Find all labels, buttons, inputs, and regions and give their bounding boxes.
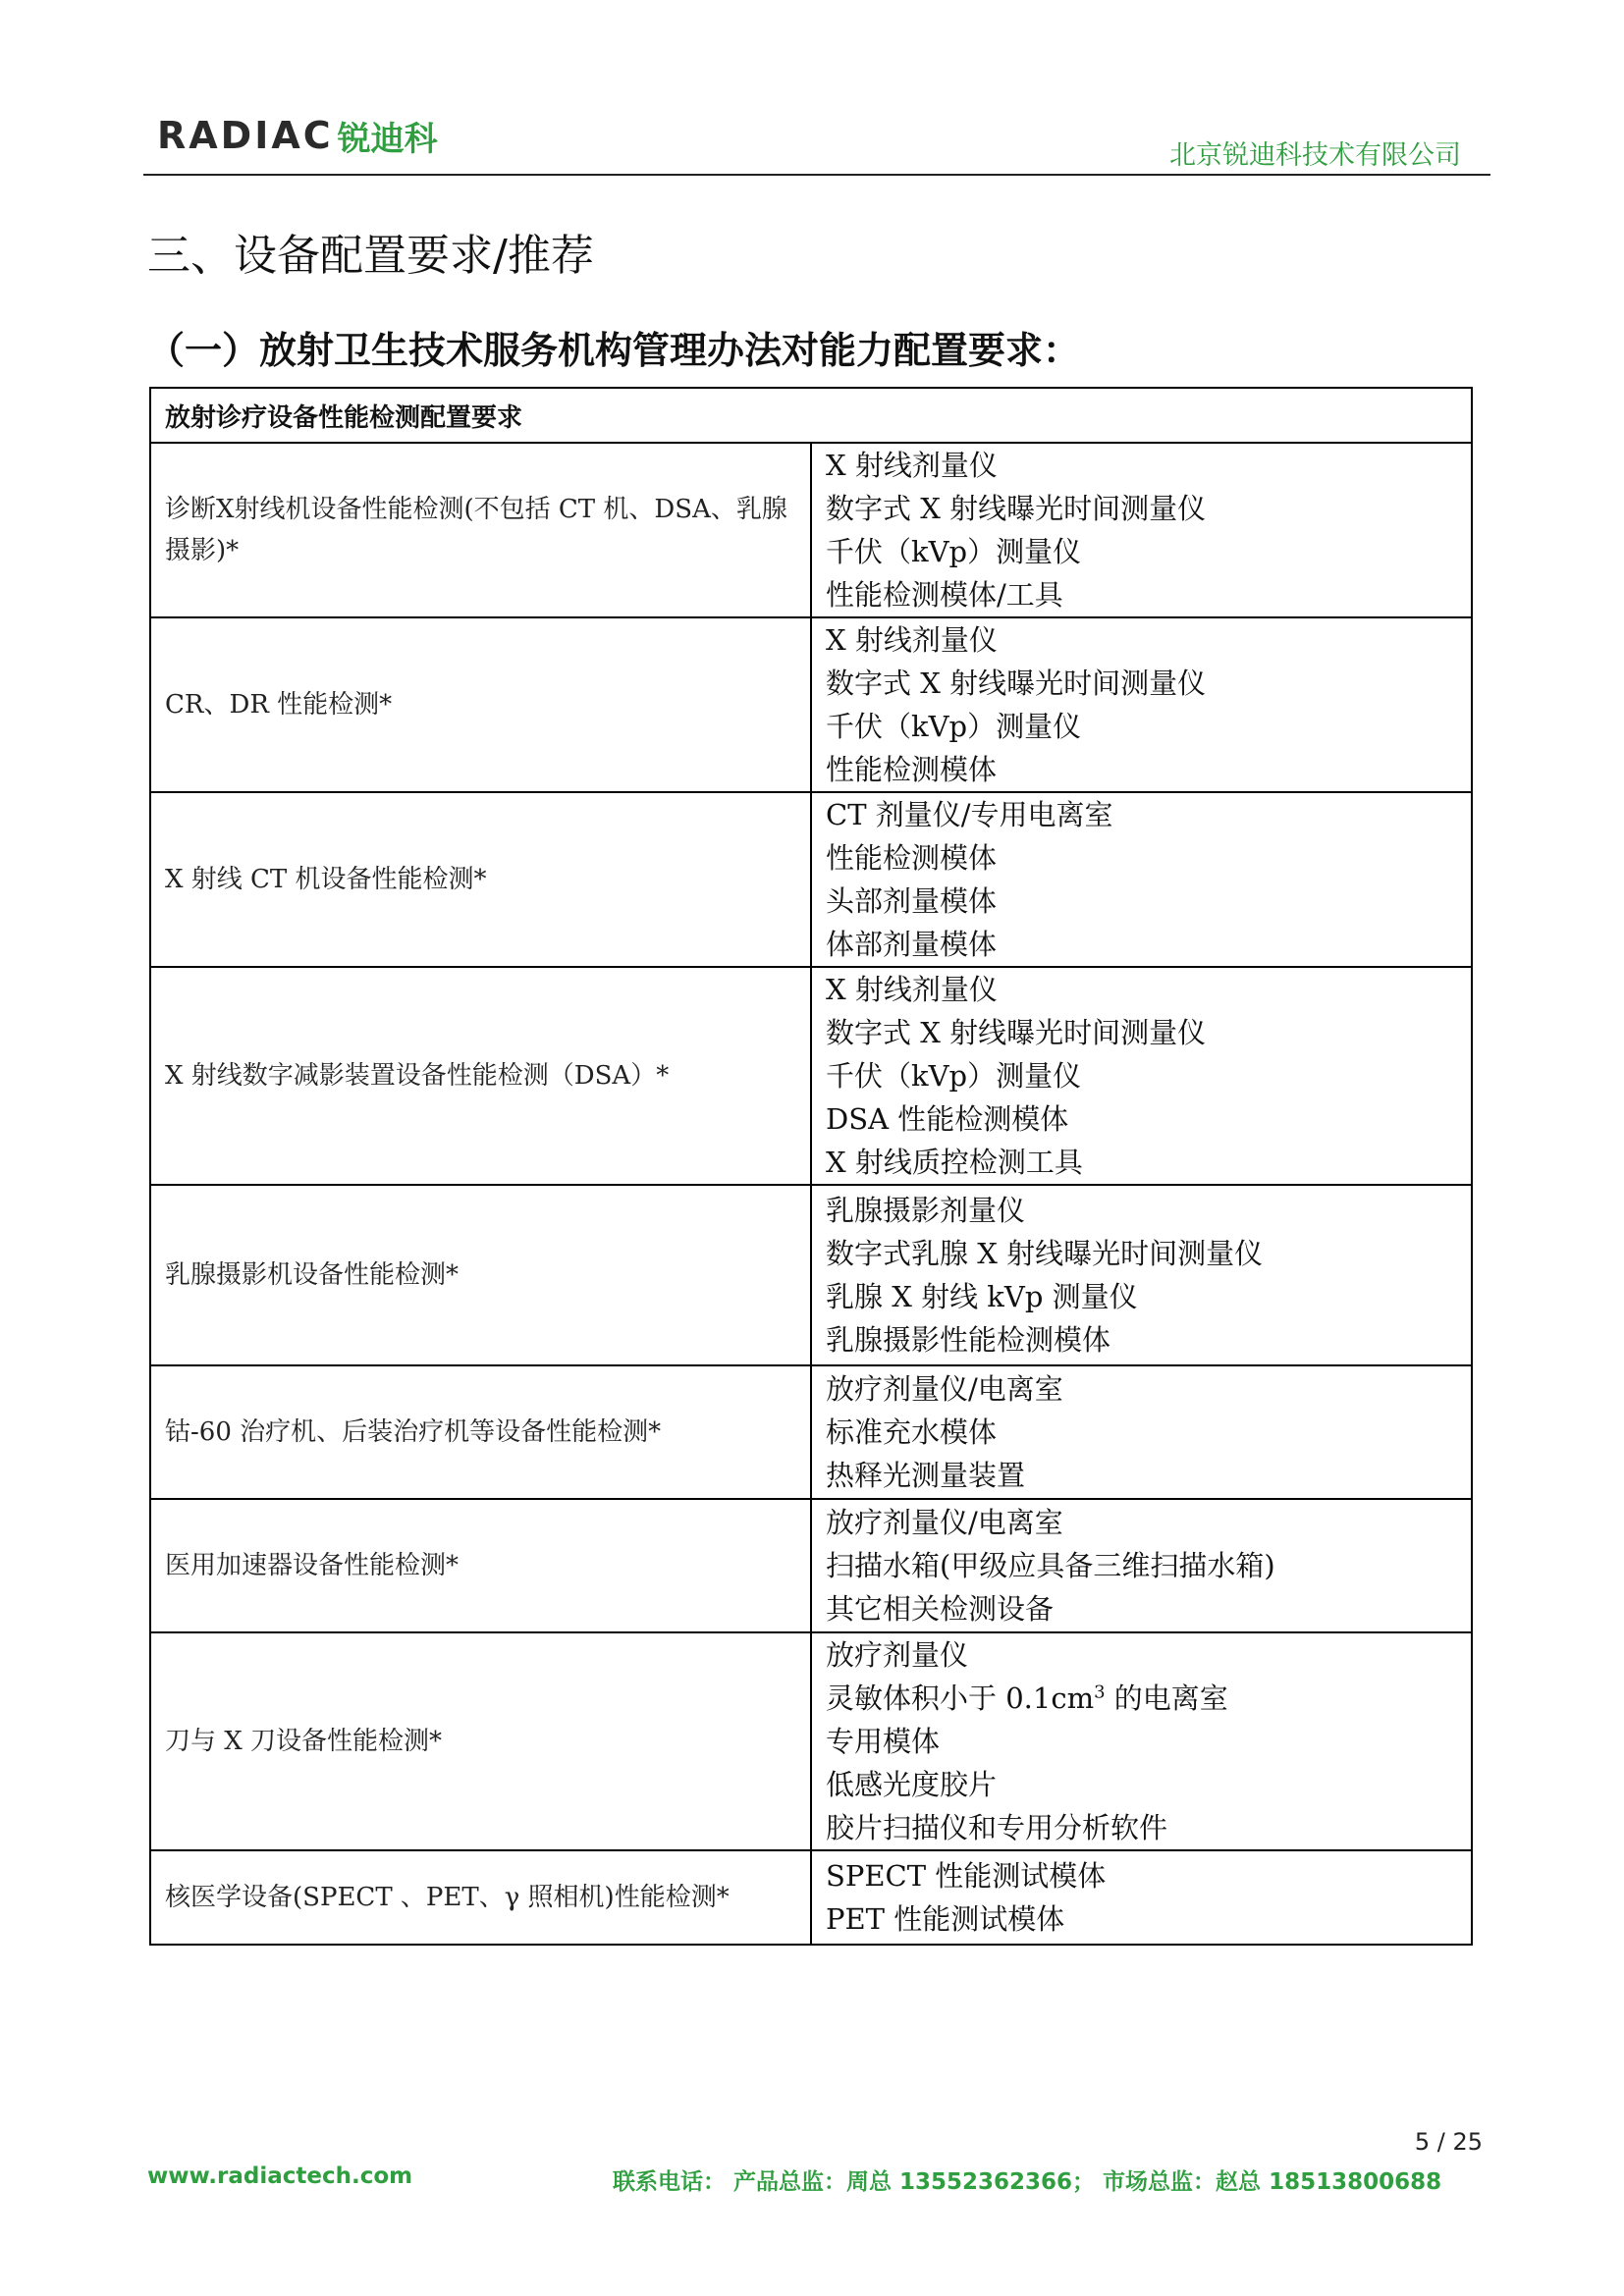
item-cell: 刀与 X 刀设备性能检测*: [150, 1632, 811, 1850]
equipment-item: 放疗剂量仪: [826, 1638, 969, 1672]
equipment-item: 性能检测模体/工具: [826, 578, 1063, 612]
item-cell: 核医学设备(SPECT 、PET、γ 照相机)性能检测*: [150, 1850, 811, 1945]
logo-latin-text: RADIAC: [157, 114, 334, 157]
equipment-cell: [811, 1499, 1472, 1632]
equipment-cell: [811, 1850, 1472, 1945]
equipment-item: 数字式 X 射线曝光时间测量仪: [826, 667, 1207, 700]
company-logo: [157, 114, 438, 159]
equipment-item: 热释光测量装置: [826, 1459, 1026, 1492]
equipment-cell: [811, 1632, 1472, 1850]
equipment-item-tail: 的电离室: [1105, 1682, 1228, 1715]
equipment-item: 千伏（kVp）测量仪: [826, 710, 1082, 743]
equipment-item: 放疗剂量仪/电离室: [826, 1506, 1063, 1539]
equipment-item: 乳腺摄影剂量仪: [826, 1194, 1026, 1227]
equipment-item: 胶片扫描仪和专用分析软件: [826, 1811, 1168, 1844]
equipment-item: 数字式 X 射线曝光时间测量仪: [826, 492, 1207, 525]
equipment-item-text: 灵敏体积小于 0.1cm: [826, 1682, 1095, 1715]
table-row: [150, 1499, 1472, 1632]
equipment-item: 千伏（kVp）测量仪: [826, 1059, 1082, 1093]
table-row: [150, 443, 1472, 617]
equipment-item: X 射线剂量仪: [826, 449, 998, 482]
equipment-item: CT 剂量仪/专用电离室: [826, 798, 1113, 831]
table-row: [150, 1185, 1472, 1365]
table-header: 放射诊疗设备性能检测配置要求: [150, 388, 1472, 443]
equipment-item: 性能检测模体: [826, 841, 998, 875]
equipment-cell: [811, 967, 1472, 1185]
header-divider: [143, 174, 1490, 176]
table-row: [150, 1365, 1472, 1499]
equipment-cell: [811, 1365, 1472, 1499]
equipment-item: 标准充水模体: [826, 1415, 998, 1449]
equipment-item: 数字式乳腺 X 射线曝光时间测量仪: [826, 1237, 1264, 1270]
equipment-item: 数字式 X 射线曝光时间测量仪: [826, 1016, 1207, 1049]
table-header-row: [150, 388, 1472, 443]
contact-info: 联系电话： 产品总监：周总 13552362366； 市场总监：赵总 18513800688: [613, 2169, 1442, 2195]
table-row: [150, 967, 1472, 1185]
website-link[interactable]: www.radiactech.com: [147, 2163, 413, 2189]
equipment-item: 千伏（kVp）测量仪: [826, 535, 1082, 568]
table-row: [150, 1632, 1472, 1850]
sub-title: （一）放射卫生技术服务机构管理办法对能力配置要求：: [147, 329, 1081, 372]
item-cell: 乳腺摄影机设备性能检测*: [150, 1185, 811, 1365]
section-title: 三、设备配置要求/推荐: [147, 231, 594, 281]
equipment-item: 乳腺摄影性能检测模体: [826, 1323, 1111, 1357]
item-cell: X 射线 CT 机设备性能检测*: [150, 792, 811, 967]
item-cell: CR、DR 性能检测*: [150, 617, 811, 792]
equipment-item: 低感光度胶片: [826, 1768, 998, 1801]
equipment-item: [826, 1677, 1457, 1720]
equipment-item: SPECT 性能测试模体: [826, 1859, 1107, 1893]
requirements-table: [149, 387, 1473, 1946]
equipment-item: 乳腺 X 射线 kVp 测量仪: [826, 1280, 1138, 1313]
equipment-cell: [811, 617, 1472, 792]
equipment-item: 头部剂量模体: [826, 884, 998, 918]
equipment-cell: [811, 443, 1472, 617]
table-row: [150, 617, 1472, 792]
superscript-3: 3: [1094, 1682, 1106, 1703]
item-cell: X 射线数字减影装置设备性能检测（DSA）*: [150, 967, 811, 1185]
equipment-item: 专用模体: [826, 1725, 941, 1758]
equipment-cell: [811, 1185, 1472, 1365]
item-cell: 钴-60 治疗机、后装治疗机等设备性能检测*: [150, 1365, 811, 1499]
page-number: 5 / 25: [1414, 2128, 1483, 2156]
equipment-item: X 射线质控检测工具: [826, 1146, 1083, 1179]
equipment-item: DSA 性能检测模体: [826, 1102, 1069, 1136]
equipment-item: 体部剂量模体: [826, 928, 998, 961]
table-row: [150, 792, 1472, 967]
item-cell: 医用加速器设备性能检测*: [150, 1499, 811, 1632]
equipment-item: 放疗剂量仪/电离室: [826, 1372, 1063, 1406]
logo-chinese-text: 锐迪科: [337, 119, 438, 159]
equipment-item: 扫描水箱(甲级应具备三维扫描水箱): [826, 1549, 1275, 1582]
equipment-item: PET 性能测试模体: [826, 1902, 1065, 1936]
item-cell: 诊断X射线机设备性能检测(不包括 CT 机、DSA、乳腺摄影)*: [150, 443, 811, 617]
company-name: 北京锐迪科技术有限公司: [1169, 140, 1461, 171]
equipment-item: 性能检测模体: [826, 753, 998, 786]
table-row: [150, 1850, 1472, 1945]
equipment-cell: [811, 792, 1472, 967]
equipment-item: 其它相关检测设备: [826, 1592, 1055, 1626]
equipment-item: X 射线剂量仪: [826, 973, 998, 1006]
equipment-item: X 射线剂量仪: [826, 623, 998, 657]
